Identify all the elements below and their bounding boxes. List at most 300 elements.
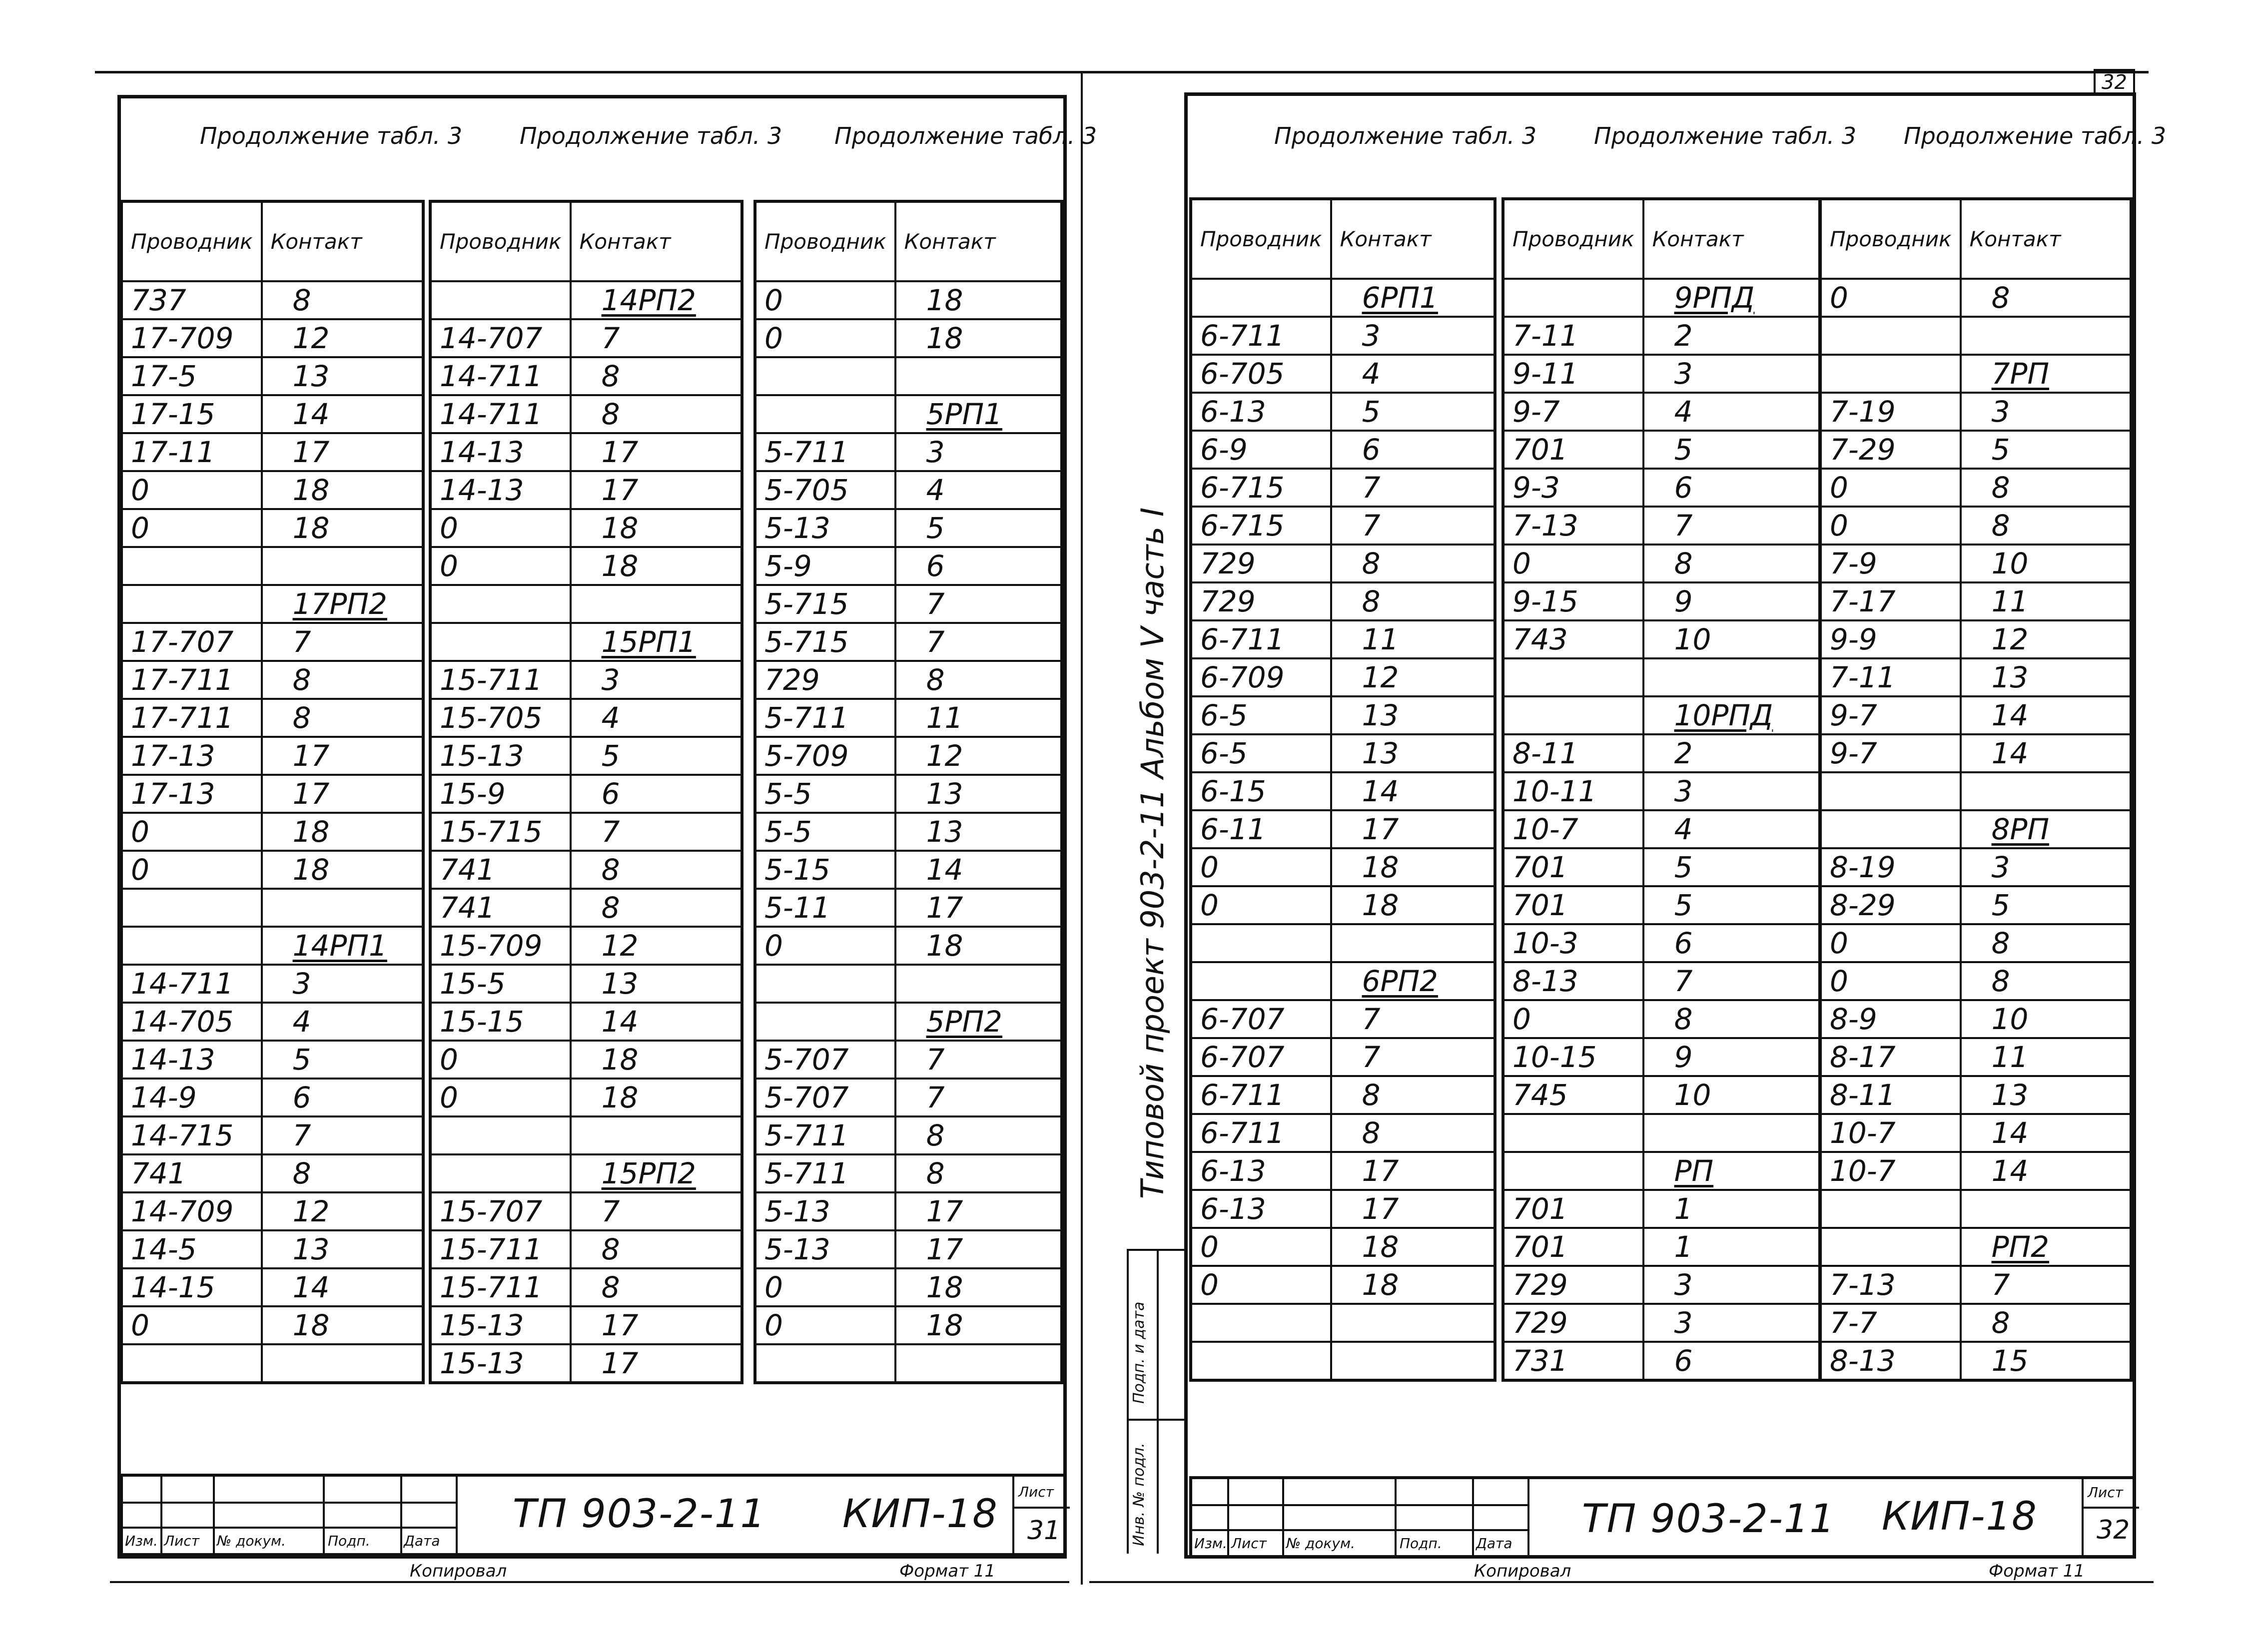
table-row xyxy=(121,1079,423,1116)
table-row xyxy=(1503,1038,1820,1076)
section-heading-cell: 10РПД xyxy=(1643,696,1820,734)
conductor-cell: 8-19 xyxy=(1820,848,1961,886)
left-caption-3: Продолжение табл. 3 xyxy=(834,122,1097,149)
section-heading-cell: 14РП1 xyxy=(262,927,423,965)
contact-cell: 8 xyxy=(1331,1114,1495,1152)
table-row xyxy=(1191,1190,1495,1228)
conductor-cell: 5-707 xyxy=(755,1079,895,1116)
tb-label-izm: Изм. xyxy=(125,1533,158,1549)
contact-cell: 8 xyxy=(571,1268,742,1306)
project-code: ТП 903-2-11 xyxy=(1582,1497,1836,1542)
contact-cell: 8 xyxy=(1331,545,1495,582)
table-row xyxy=(121,433,423,471)
contact-cell: 6 xyxy=(571,775,742,813)
tb-label-doc: № докум. xyxy=(217,1533,286,1549)
conductor-cell: 10-11 xyxy=(1503,772,1643,810)
table-row xyxy=(1191,924,1495,962)
table-row xyxy=(755,471,1062,509)
conductor-cell: 741 xyxy=(121,1154,262,1192)
table-row xyxy=(755,699,1062,737)
table-row xyxy=(1191,772,1495,810)
table-row xyxy=(1191,1266,1495,1304)
table-row xyxy=(430,1116,742,1154)
table-row xyxy=(1503,545,1820,582)
contact-cell: 18 xyxy=(1331,886,1495,924)
contact-cell: 18 xyxy=(262,851,423,889)
table-row xyxy=(1503,924,1820,962)
conductor-cell: 8-11 xyxy=(1503,734,1643,772)
conductor-cell xyxy=(755,965,895,1003)
table-row xyxy=(1820,962,2131,1000)
right-title-block xyxy=(1189,1476,2136,1559)
section-heading-cell: 6РП2 xyxy=(1331,962,1495,1000)
table-row xyxy=(1191,1038,1495,1076)
section-heading-cell: 5РП1 xyxy=(895,395,1062,433)
conductor-cell: 701 xyxy=(1503,848,1643,886)
table-row xyxy=(1503,317,1820,355)
contact-cell: 18 xyxy=(895,1306,1062,1344)
conductor-cell: 14-709 xyxy=(121,1192,262,1230)
contact-cell: 18 xyxy=(895,1268,1062,1306)
table-row xyxy=(755,1003,1062,1041)
table-row xyxy=(1191,1076,1495,1114)
table-row xyxy=(121,623,423,661)
section-heading-cell: РП xyxy=(1643,1152,1820,1190)
table-row xyxy=(121,813,423,851)
contact-cell: 7 xyxy=(1331,507,1495,545)
conductor-cell: 7-19 xyxy=(1820,393,1961,431)
conductor-cell: 17-709 xyxy=(121,319,262,357)
conductor-cell: 0 xyxy=(1191,1228,1331,1266)
table-row xyxy=(121,547,423,585)
conductor-cell: 0 xyxy=(1820,507,1961,545)
contact-cell: 8 xyxy=(1961,1304,2131,1342)
contact-cell: 14 xyxy=(1961,734,2131,772)
table-row xyxy=(1820,1304,2131,1342)
tb-label-date: Дата xyxy=(404,1533,440,1549)
contact-cell: 18 xyxy=(262,1306,423,1344)
conductor-cell: 6-705 xyxy=(1191,355,1331,393)
conductor-cell: 17-15 xyxy=(121,395,262,433)
section-heading-cell: РП2 xyxy=(1961,1228,2131,1266)
conductor-cell xyxy=(1503,279,1643,317)
section-heading-cell: 15РП1 xyxy=(571,623,742,661)
table-row xyxy=(430,433,742,471)
contact-cell: 10 xyxy=(1643,620,1820,658)
conductor-cell: 5-709 xyxy=(755,737,895,775)
conductor-cell xyxy=(121,547,262,585)
conductor-cell: 5-715 xyxy=(755,623,895,661)
contact-cell xyxy=(571,585,742,623)
conductor-cell xyxy=(121,889,262,927)
contact-cell: 17 xyxy=(1331,1152,1495,1190)
header-contact: Контакт xyxy=(1643,199,1820,279)
table-row xyxy=(755,433,1062,471)
contact-cell: 12 xyxy=(895,737,1062,775)
table-row xyxy=(121,471,423,509)
conductor-cell: 9-7 xyxy=(1503,393,1643,431)
conductor-cell: 6-9 xyxy=(1191,431,1331,469)
contact-cell: 18 xyxy=(1331,848,1495,886)
table-row xyxy=(1820,1000,2131,1038)
conductor-cell xyxy=(430,1116,571,1154)
contact-cell: 4 xyxy=(571,699,742,737)
conductor-cell xyxy=(430,623,571,661)
contact-cell: 2 xyxy=(1643,317,1820,355)
table-row xyxy=(755,319,1062,357)
table-row xyxy=(121,699,423,737)
table-row xyxy=(755,585,1062,623)
conductor-cell: 0 xyxy=(755,927,895,965)
table-row xyxy=(755,737,1062,775)
table-row xyxy=(121,889,423,927)
table-row xyxy=(1503,1114,1820,1152)
table-row xyxy=(1820,431,2131,469)
conductor-cell: 9-11 xyxy=(1503,355,1643,393)
contact-cell: 3 xyxy=(1643,1304,1820,1342)
conductor-cell xyxy=(755,1344,895,1383)
table-row xyxy=(1503,582,1820,620)
conductor-cell: 6-5 xyxy=(1191,734,1331,772)
left-caption-1: Продолжение табл. 3 xyxy=(200,122,463,149)
contact-cell: 6 xyxy=(1643,1342,1820,1380)
conductor-cell: 6-5 xyxy=(1191,696,1331,734)
contact-cell: 8 xyxy=(1643,1000,1820,1038)
conductor-cell xyxy=(430,585,571,623)
contact-cell: 18 xyxy=(262,471,423,509)
contact-cell: 7 xyxy=(895,623,1062,661)
conductor-cell: 701 xyxy=(1503,886,1643,924)
table-row xyxy=(1503,734,1820,772)
table-row xyxy=(1503,1000,1820,1038)
conductor-cell: 5-11 xyxy=(755,889,895,927)
contact-cell: 8 xyxy=(1961,279,2131,317)
contact-cell: 7 xyxy=(895,585,1062,623)
conductor-cell: 8-13 xyxy=(1820,1342,1961,1380)
conductor-cell: 7-13 xyxy=(1503,507,1643,545)
conductor-cell xyxy=(755,357,895,395)
right-caption-1: Продолжение табл. 3 xyxy=(1274,122,1537,149)
conductor-cell: 14-13 xyxy=(121,1041,262,1079)
conductor-cell: 0 xyxy=(121,471,262,509)
table-row xyxy=(1503,1076,1820,1114)
contact-cell: 3 xyxy=(1961,393,2131,431)
conductor-cell: 10-7 xyxy=(1820,1114,1961,1152)
conductor-cell: 17-711 xyxy=(121,699,262,737)
contact-cell: 5 xyxy=(1961,886,2131,924)
contact-cell: 14 xyxy=(262,1268,423,1306)
table-row xyxy=(1191,317,1495,355)
table-row xyxy=(1820,1228,2131,1266)
conductor-cell: 15-13 xyxy=(430,1306,571,1344)
table-row xyxy=(1820,582,2131,620)
table-row xyxy=(1503,658,1820,696)
contact-cell: 7 xyxy=(571,319,742,357)
contact-cell: 18 xyxy=(571,509,742,547)
header-contact: Контакт xyxy=(1961,199,2131,279)
conductor-cell: 0 xyxy=(121,1306,262,1344)
table-row xyxy=(1820,355,2131,393)
table-row xyxy=(1820,393,2131,431)
contact-cell: 8 xyxy=(262,1154,423,1192)
conductor-cell: 729 xyxy=(1191,545,1331,582)
contact-cell xyxy=(1643,658,1820,696)
contact-cell: 18 xyxy=(1331,1228,1495,1266)
table-row xyxy=(1191,355,1495,393)
conductor-cell: 0 xyxy=(430,547,571,585)
contact-cell: 7 xyxy=(1331,1038,1495,1076)
contact-cell: 8 xyxy=(1961,924,2131,962)
conductor-cell: 15-711 xyxy=(430,1230,571,1268)
conductor-cell: 6-711 xyxy=(1191,1076,1331,1114)
conductor-cell: 737 xyxy=(121,281,262,319)
table-row xyxy=(1820,1190,2131,1228)
conductor-cell: 5-13 xyxy=(755,1192,895,1230)
conductor-cell: 5-711 xyxy=(755,433,895,471)
table-row xyxy=(430,889,742,927)
contact-cell: 8 xyxy=(262,661,423,699)
table-row xyxy=(755,661,1062,699)
contact-cell: 8 xyxy=(1961,507,2131,545)
table-row xyxy=(1820,620,2131,658)
table-row xyxy=(430,927,742,965)
header-contact: Контакт xyxy=(262,201,423,281)
contact-cell: 14 xyxy=(1961,1152,2131,1190)
table-row xyxy=(1820,317,2131,355)
table-row xyxy=(1820,772,2131,810)
contact-cell: 17 xyxy=(262,737,423,775)
conductor-cell: 5-711 xyxy=(755,699,895,737)
contact-cell: 4 xyxy=(1643,810,1820,848)
contact-cell: 8 xyxy=(1961,962,2131,1000)
contact-cell: 6 xyxy=(262,1079,423,1116)
conductor-cell: 14-9 xyxy=(121,1079,262,1116)
contact-cell: 8 xyxy=(571,357,742,395)
table-row xyxy=(430,1192,742,1230)
conductor-cell: 14-15 xyxy=(121,1268,262,1306)
contact-cell: 14 xyxy=(571,1003,742,1041)
table-row xyxy=(1191,1228,1495,1266)
conductor-cell: 14-715 xyxy=(121,1116,262,1154)
table-row xyxy=(1503,810,1820,848)
table-row xyxy=(1503,1304,1820,1342)
conductor-cell: 6-11 xyxy=(1191,810,1331,848)
conductor-cell xyxy=(1503,1152,1643,1190)
top-rule xyxy=(95,71,2149,73)
contact-cell: 11 xyxy=(1961,582,2131,620)
tb-label-sign: Подп. xyxy=(328,1533,370,1549)
table-row xyxy=(121,509,423,547)
conductor-cell xyxy=(1191,1342,1331,1380)
contact-cell: 18 xyxy=(895,319,1062,357)
conductor-cell: 15-15 xyxy=(430,1003,571,1041)
contact-cell: 17 xyxy=(571,1344,742,1383)
contact-cell: 13 xyxy=(262,1230,423,1268)
conductor-cell: 10-7 xyxy=(1503,810,1643,848)
conductor-cell: 6-15 xyxy=(1191,772,1331,810)
table-row xyxy=(755,889,1062,927)
conductor-cell: 731 xyxy=(1503,1342,1643,1380)
contact-cell: 6 xyxy=(1643,469,1820,507)
table-row xyxy=(121,1306,423,1344)
table-row xyxy=(430,319,742,357)
document-code: КИП-18 xyxy=(842,1492,998,1537)
conductor-cell: 0 xyxy=(755,1268,895,1306)
contact-cell: 14 xyxy=(1961,696,2131,734)
conductor-cell: 6-709 xyxy=(1191,658,1331,696)
contact-cell: 17 xyxy=(895,1230,1062,1268)
conductor-cell xyxy=(1503,696,1643,734)
table-row xyxy=(1503,1228,1820,1266)
contact-cell: 18 xyxy=(571,547,742,585)
contact-cell: 8 xyxy=(262,699,423,737)
conductor-cell: 7-9 xyxy=(1820,545,1961,582)
conductor-cell: 9-9 xyxy=(1820,620,1961,658)
contact-cell: 9 xyxy=(1643,582,1820,620)
contact-cell xyxy=(1331,1304,1495,1342)
table-row xyxy=(430,661,742,699)
table-row xyxy=(1820,1038,2131,1076)
table-row xyxy=(121,1041,423,1079)
document-code: КИП-18 xyxy=(1882,1494,2038,1539)
sheet-number: 31 xyxy=(1027,1516,1061,1546)
right-copied-label: Копировал xyxy=(1474,1561,1571,1581)
contact-cell: 6 xyxy=(1331,431,1495,469)
conductor-cell: 10-15 xyxy=(1503,1038,1643,1076)
table-row xyxy=(1191,696,1495,734)
table-row xyxy=(1191,810,1495,848)
contact-cell: 5 xyxy=(1331,393,1495,431)
header-conductor: Проводник xyxy=(1503,199,1643,279)
conductor-cell: 0 xyxy=(1820,962,1961,1000)
table-row xyxy=(430,851,742,889)
table-row xyxy=(1191,1304,1495,1342)
conductor-cell xyxy=(1191,962,1331,1000)
contact-cell: 8 xyxy=(571,851,742,889)
contact-cell: 11 xyxy=(1331,620,1495,658)
contact-cell: 10 xyxy=(1961,545,2131,582)
contact-cell: 3 xyxy=(1643,772,1820,810)
contact-cell: 9 xyxy=(1643,1038,1820,1076)
table-row xyxy=(755,965,1062,1003)
contact-cell: 8 xyxy=(1331,582,1495,620)
table-row xyxy=(1820,1076,2131,1114)
conductor-cell: 6-13 xyxy=(1191,1152,1331,1190)
conductor-cell: 701 xyxy=(1503,1228,1643,1266)
tb-label-sign: Подп. xyxy=(1400,1535,1442,1552)
conductor-cell: 0 xyxy=(755,281,895,319)
table-row xyxy=(1820,848,2131,886)
contact-cell: 18 xyxy=(262,813,423,851)
table-row xyxy=(1503,848,1820,886)
table-row xyxy=(755,1268,1062,1306)
table-row xyxy=(755,357,1062,395)
conductor-cell xyxy=(121,927,262,965)
table-row xyxy=(1820,658,2131,696)
conductor-cell xyxy=(1191,1304,1331,1342)
conductor-cell: 9-7 xyxy=(1820,696,1961,734)
table-row xyxy=(430,1230,742,1268)
table-row xyxy=(1503,279,1820,317)
contact-cell: 8 xyxy=(895,1154,1062,1192)
contact-cell xyxy=(1961,1190,2131,1228)
contact-cell xyxy=(571,1116,742,1154)
table-row xyxy=(755,1079,1062,1116)
left-table-3 xyxy=(753,200,1063,1384)
conductor-cell: 745 xyxy=(1503,1076,1643,1114)
conductor-cell: 701 xyxy=(1503,1190,1643,1228)
table-row xyxy=(1820,507,2131,545)
right-table-2 xyxy=(1501,197,1821,1382)
conductor-cell: 17-13 xyxy=(121,775,262,813)
conductor-cell: 0 xyxy=(121,813,262,851)
table-row xyxy=(1820,810,2131,848)
conductor-cell: 5-13 xyxy=(755,1230,895,1268)
table-row xyxy=(755,281,1062,319)
contact-cell: 12 xyxy=(262,1192,423,1230)
table-row xyxy=(430,547,742,585)
conductor-cell: 15-9 xyxy=(430,775,571,813)
contact-cell: 15 xyxy=(1961,1342,2131,1380)
table-row xyxy=(1503,507,1820,545)
table-row xyxy=(121,1116,423,1154)
table-row xyxy=(755,547,1062,585)
table-row xyxy=(430,1003,742,1041)
table-row xyxy=(1503,431,1820,469)
contact-cell xyxy=(1643,1114,1820,1152)
side-label-sign: Подп. и дата xyxy=(1130,1301,1148,1404)
conductor-cell: 14-711 xyxy=(121,965,262,1003)
contact-cell xyxy=(262,1344,423,1383)
conductor-cell: 6-13 xyxy=(1191,1190,1331,1228)
contact-cell: 8 xyxy=(1331,1076,1495,1114)
conductor-cell: 9-7 xyxy=(1820,734,1961,772)
conductor-cell: 0 xyxy=(1191,848,1331,886)
contact-cell: 3 xyxy=(1331,317,1495,355)
conductor-cell: 5-707 xyxy=(755,1041,895,1079)
contact-cell: 7 xyxy=(1643,507,1820,545)
conductor-cell: 729 xyxy=(1191,582,1331,620)
conductor-cell: 729 xyxy=(755,661,895,699)
table-row xyxy=(121,319,423,357)
table-row xyxy=(1503,696,1820,734)
contact-cell: 17 xyxy=(262,775,423,813)
conductor-cell: 0 xyxy=(121,851,262,889)
table-row xyxy=(755,1041,1062,1079)
section-heading-cell: 8РП xyxy=(1961,810,2131,848)
conductor-cell: 15-709 xyxy=(430,927,571,965)
table-row xyxy=(1191,1342,1495,1380)
table-row xyxy=(430,357,742,395)
conductor-cell xyxy=(1191,924,1331,962)
conductor-cell: 5-9 xyxy=(755,547,895,585)
contact-cell: 13 xyxy=(895,813,1062,851)
contact-cell: 14 xyxy=(262,395,423,433)
conductor-cell xyxy=(430,1154,571,1192)
sheet-label: Лист xyxy=(2088,1484,2123,1501)
conductor-cell: 7-17 xyxy=(1820,582,1961,620)
table-row xyxy=(430,813,742,851)
conductor-cell: 5-15 xyxy=(755,851,895,889)
table-row xyxy=(755,1230,1062,1268)
table-row xyxy=(430,737,742,775)
conductor-cell: 5-715 xyxy=(755,585,895,623)
table-row xyxy=(755,775,1062,813)
table-row xyxy=(1191,658,1495,696)
table-row xyxy=(121,851,423,889)
conductor-cell xyxy=(1820,1228,1961,1266)
contact-cell: 8 xyxy=(1961,469,2131,507)
